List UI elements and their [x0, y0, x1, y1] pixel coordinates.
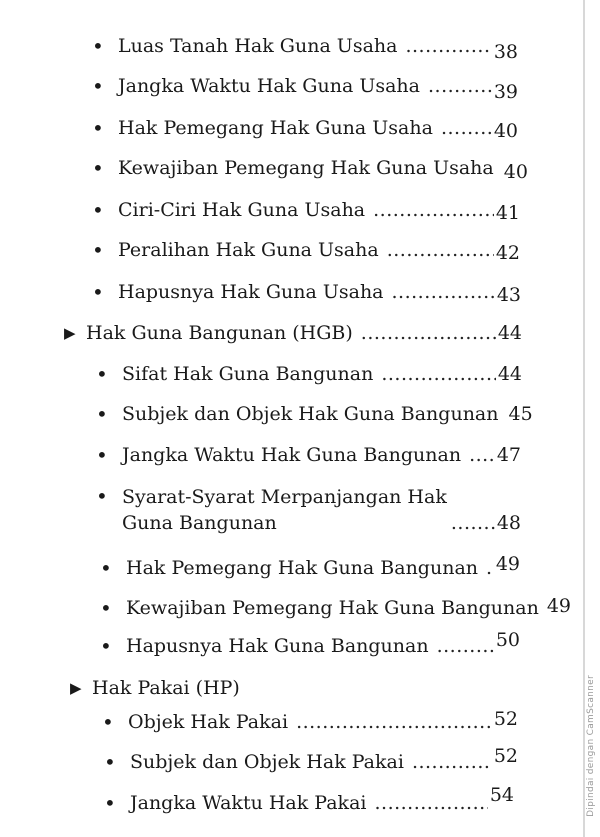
toc-entry-title: Subjek dan Objek Hak Guna Bangunan	[122, 403, 499, 425]
toc-entry-hak-pemegang-hgu	[92, 116, 518, 140]
toc-page-number: 44	[497, 363, 522, 385]
toc-page-number: 44	[497, 322, 522, 344]
toc-entry-jangka-waktu-hgu	[92, 74, 518, 103]
toc-entry-kewajiban-pemegang-hgb	[100, 595, 572, 620]
dot-leader	[405, 34, 491, 58]
scanner-watermark: Dipindai dengan CamScanner	[586, 675, 596, 817]
toc-entry-title: Luas Tanah Hak Guna Usaha	[118, 35, 398, 57]
toc-entry-peralihan-hgu	[92, 238, 520, 262]
toc-entry-objek-hak-pakai	[102, 710, 518, 734]
dot-leader	[469, 443, 495, 467]
dot-leader	[296, 710, 492, 734]
toc-entry-title: Jangka Waktu Hak Guna Usaha	[118, 75, 420, 97]
toc-entry-title: Peralihan Hak Guna Usaha	[118, 239, 379, 261]
toc-entry-title: Subjek dan Objek Hak Pakai	[130, 751, 404, 773]
toc-page-number: 47	[496, 444, 521, 466]
toc-entry-title: Sifat Hak Guna Bangunan	[122, 363, 374, 385]
toc-section-hak-guna-bangunan	[64, 321, 522, 345]
dot-leader	[361, 321, 496, 345]
toc-entry-luas-tanah-hgu	[92, 34, 518, 63]
toc-page-number: 41	[495, 202, 520, 224]
triangle-right-icon: ▶	[64, 324, 76, 342]
bullet-icon: •	[92, 156, 104, 180]
bullet-icon: •	[100, 596, 112, 620]
toc-page-number: 38	[493, 41, 518, 63]
bullet-icon: •	[100, 634, 112, 658]
dot-leader	[387, 238, 494, 262]
toc-section-hak-pakai	[70, 676, 370, 700]
dot-leader	[437, 634, 494, 658]
toc-entry-title-line2: Guna Bangunan	[122, 512, 277, 534]
dot-leader	[441, 116, 492, 140]
dot-leader	[486, 556, 494, 580]
toc-page-number: 39	[493, 81, 518, 103]
bullet-icon: •	[92, 280, 104, 304]
toc-entry-jangka-waktu-hak-pakai	[104, 784, 514, 815]
toc-page-number: 40	[503, 161, 528, 183]
dot-leader	[374, 791, 487, 815]
triangle-right-icon: ▶	[70, 679, 82, 697]
toc-entry-title-wrap	[122, 484, 447, 535]
bullet-icon: •	[104, 750, 116, 774]
bullet-icon: •	[92, 34, 104, 58]
toc-entry-title: Ciri-Ciri Hak Guna Usaha	[118, 199, 366, 221]
dot-leader	[373, 198, 494, 222]
toc-entry-title: Objek Hak Pakai	[128, 711, 289, 733]
toc-page-number: 52	[493, 745, 518, 767]
bullet-icon: •	[92, 238, 104, 262]
toc-entry-title-line1: Syarat-Syarat Merpanjangan Hak	[122, 486, 447, 508]
toc-entry-kewajiban-pemegang-hgu	[92, 156, 528, 183]
bullet-icon: •	[96, 484, 108, 508]
toc-page-number: 49	[546, 595, 572, 617]
toc-page-number: 45	[508, 403, 533, 425]
toc-entry-title: Hak Pemegang Hak Guna Bangunan	[126, 557, 479, 579]
toc-page-number: 52	[493, 708, 518, 730]
toc-entry-subjek-objek-hgb	[96, 402, 533, 426]
toc-page-number: 48	[496, 512, 521, 534]
dot-leader	[451, 511, 495, 535]
bullet-icon: •	[96, 443, 108, 467]
toc-page-number: 54	[489, 784, 514, 806]
bullet-icon: •	[96, 362, 108, 386]
toc-entry-hapusnya-hgu	[92, 280, 521, 304]
toc-entry-syarat-perpanjangan-hgb	[96, 484, 521, 535]
toc-page-number: 42	[495, 242, 520, 264]
toc-entry-sifat-hgb	[96, 362, 522, 386]
dot-leader	[412, 750, 492, 774]
toc-section-title: Hak Pakai (HP)	[92, 677, 240, 699]
toc-entry-title: Hapusnya Hak Guna Bangunan	[126, 635, 429, 657]
bullet-icon: •	[104, 791, 116, 815]
toc-page-number: 50	[495, 629, 520, 651]
toc-entry-title: Hapusnya Hak Guna Usaha	[118, 281, 384, 303]
bullet-icon: •	[96, 402, 108, 426]
bullet-icon: •	[92, 198, 104, 222]
toc-entry-title: Kewajiban Pemegang Hak Guna Bangunan	[126, 597, 539, 619]
bullet-icon: •	[92, 116, 104, 140]
toc-entry-ciri-ciri-hgu	[92, 198, 520, 222]
dot-leader	[392, 280, 495, 304]
bullet-icon: •	[102, 710, 114, 734]
dot-leader	[428, 74, 492, 98]
toc-page-number: 40	[493, 120, 518, 142]
bullet-icon: •	[100, 556, 112, 580]
bullet-icon: •	[92, 74, 104, 98]
toc-entry-title: Hak Pemegang Hak Guna Usaha	[118, 117, 433, 139]
toc-entry-jangka-waktu-hgb	[96, 443, 521, 467]
toc-entry-hapusnya-hgb	[100, 629, 520, 658]
toc-entry-hak-pemegang-hgb	[100, 553, 520, 580]
toc-page-number: 43	[496, 284, 521, 306]
dot-leader	[381, 362, 495, 386]
toc-entry-subjek-objek-hak-pakai	[104, 745, 518, 774]
toc-entry-title: Jangka Waktu Hak Pakai	[130, 792, 367, 814]
toc-section-title: Hak Guna Bangunan (HGB)	[86, 322, 353, 344]
toc-entry-title: Kewajiban Pemegang Hak Guna Usaha	[118, 157, 494, 179]
toc-entry-title: Jangka Waktu Hak Guna Bangunan	[122, 444, 462, 466]
toc-page-number: 49	[495, 553, 520, 575]
